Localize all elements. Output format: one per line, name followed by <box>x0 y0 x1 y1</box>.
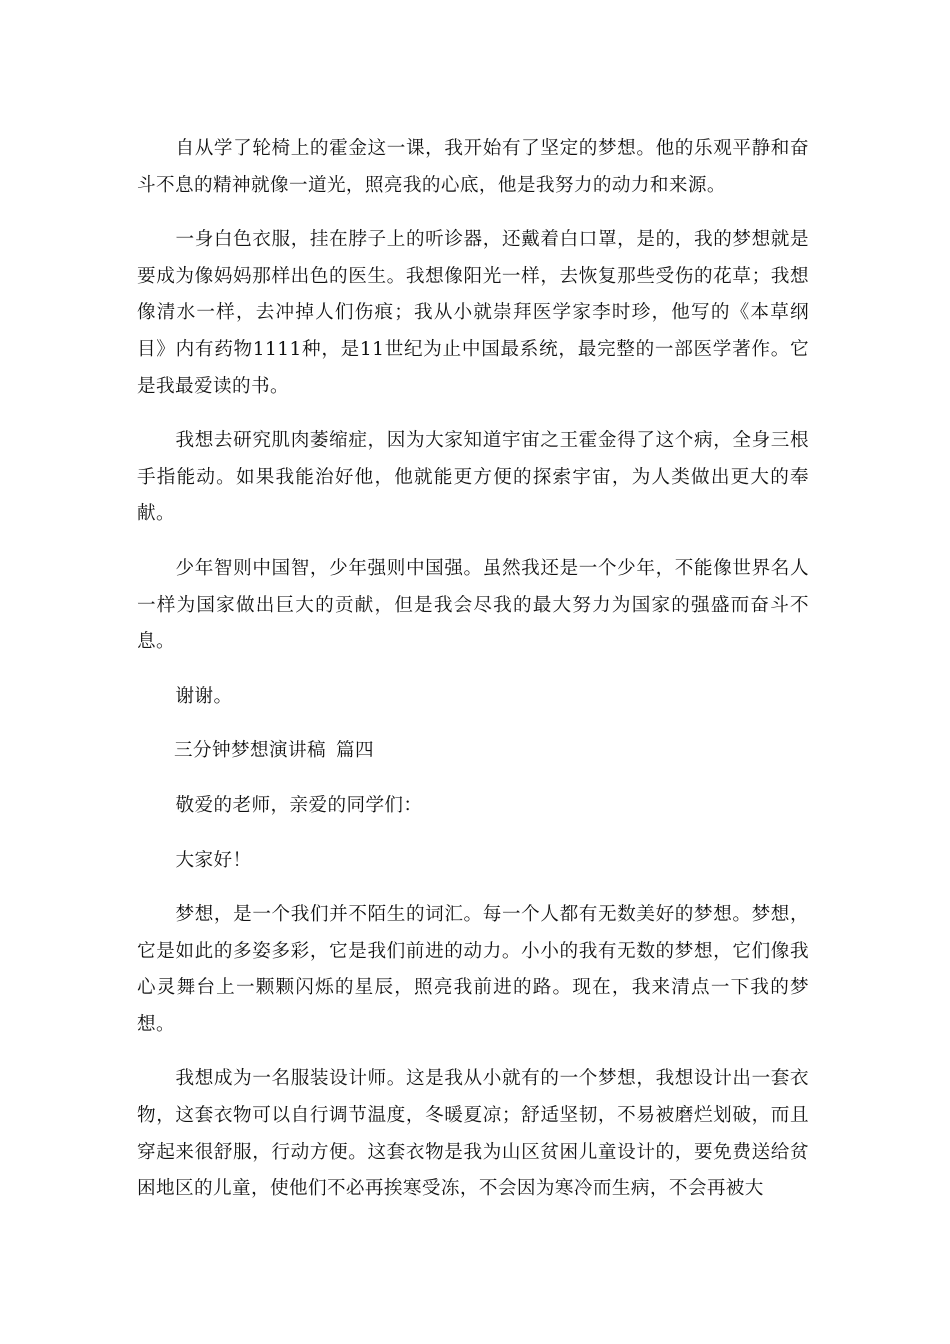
paragraph-greeting-audience: 敬爱的老师，亲爱的同学们： <box>175 794 423 816</box>
paragraph-hello: 大家好！ <box>175 849 252 871</box>
document-body <box>137 131 809 1226</box>
section-heading <box>137 733 809 770</box>
paragraph-young-china: 少年智则中国智，少年强则中国强。虽然我还是一个少年，不能像世界名人一样为国家做出巨大的贡献，但是我会尽我的最大努力为国家的强盛而奋斗不息。 <box>137 557 809 653</box>
paragraph-fashion-designer: 我想成为一名服装设计师。这是我从小就有的一个梦想，我想设计出一套衣物，这套衣物可以自行调节温度，冬暖夏凉；舒适坚韧，不易被磨烂划破，而且穿起来很舒服，行动方便。这套衣物是我为山区贫困儿童设计的，要免费送给贫困地区的儿童，使他们不必再挨寒受冻，不会因为寒冷而生病，不会再被大 <box>137 1068 809 1200</box>
section-heading-title: 三分钟梦想演讲稿 <box>174 740 326 762</box>
paragraph-thanks: 谢谢。 <box>175 685 233 707</box>
paragraph-hawking-lesson: 自从学了轮椅上的霍金这一课，我开始有了坚定的梦想。他的乐观平静和奋斗不息的精神就像一道光，照亮我的心底，他是我努力的动力和来源。 <box>137 138 809 196</box>
paragraph-dream-intro: 梦想，是一个我们并不陌生的词汇。每一个人都有无数美好的梦想。梦想，它是如此的多姿多彩，它是我们前进的动力。小小的我有无数的梦想，它们像我心灵舞台上一颗颗闪烁的星辰，照亮我前进的路。现在，我来清点一下我的梦想。 <box>137 904 809 1035</box>
paragraph-doctor-dream: 一身白色衣服，挂在脖子上的听诊器，还戴着白口罩，是的，我的梦想就是要成为像妈妈那样出色的医生。我想像阳光一样，去恢复那些受伤的花草；我想像清水一样，去冲掉人们伤痕；我从小就崇拜医学家李时珍，他写的《本草纲目》内有药物1111种，是11世纪为止中国最系统，最完整的一部医学著作。它是我最爱读的书。 <box>137 229 809 397</box>
paragraph-muscle-research: 我想去研究肌肉萎缩症，因为大家知道宇宙之王霍金得了这个病，全身三根手指能动。如果我能治好他，他就能更方便的探索宇宙，为人类做出更大的奉献。 <box>137 430 809 525</box>
section-heading-part: 篇四 <box>335 740 374 762</box>
